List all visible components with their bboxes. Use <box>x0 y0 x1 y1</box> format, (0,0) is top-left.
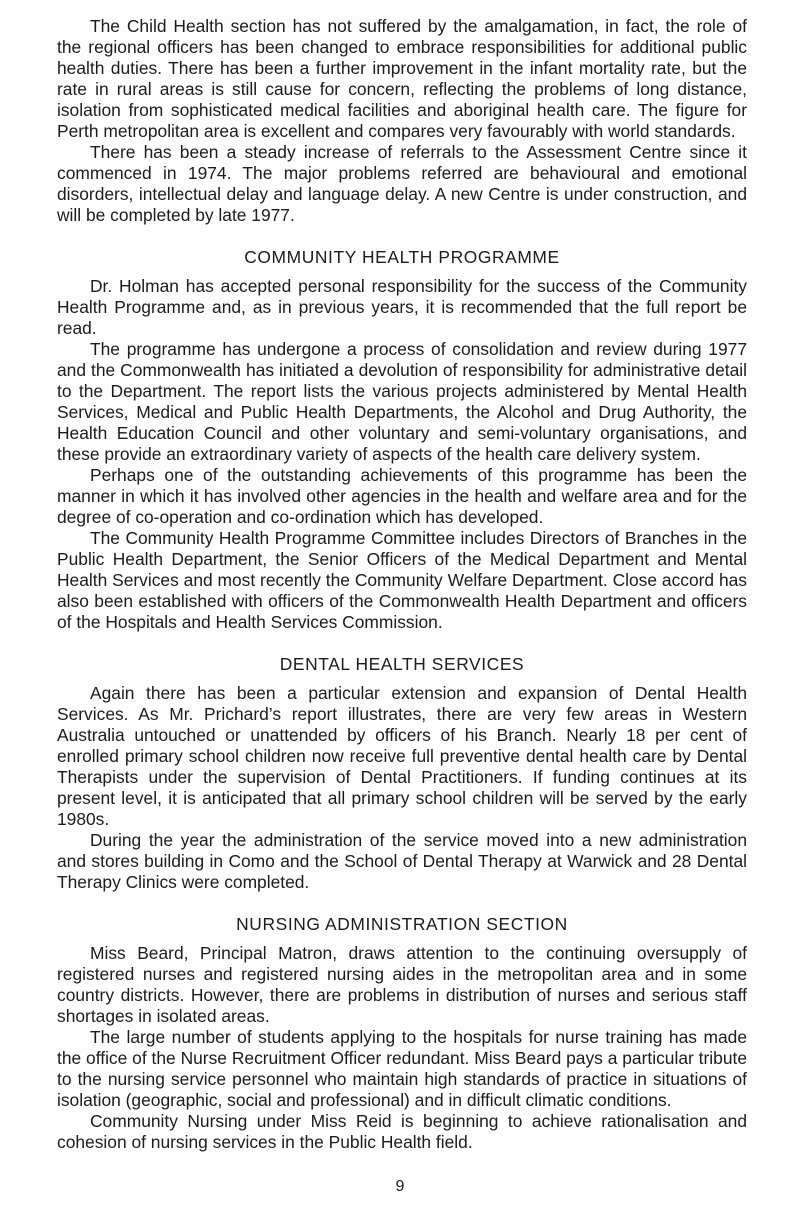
paragraph: The large number of students applying to the hospitals for nurse training has made the office of the Nurse Recruitment Officer redundant. Miss Beard pays a particular tribute to the nursing service personnel who maintain high standards of practice in situations of isolation (geographic, social and professional) and in difficult climatic conditions. <box>57 1027 747 1110</box>
community-health-section <box>57 247 747 633</box>
paragraph: The programme has undergone a process of consolidation and review during 1977 and the Commonwealth has initiated a devolution of responsibility for administrative detail to the Department. The report lists the various projects administered by Mental Health Services, Medical and Public Health Departments, the Alcohol and Drug Authority, the Health Education Council and other voluntary and semi-voluntary organisations, and these provide an extraordinary variety of aspects of the health care delivery system. <box>57 339 747 464</box>
paragraph: Community Nursing under Miss Reid is beginning to achieve rationalisation and cohesion of nursing services in the Public Health field. <box>57 1111 747 1152</box>
dental-health-section <box>57 654 747 893</box>
section-heading: NURSING ADMINISTRATION SECTION <box>236 914 568 934</box>
paragraph: Dr. Holman has accepted personal responsibility for the success of the Community Health Programme and, as in previous years, it is recommended that the full report be read. <box>57 276 747 338</box>
paragraph: During the year the administration of the service moved into a new administration and stores building in Como and the School of Dental Therapy at Warwick and 28 Dental Therapy Clinics were completed. <box>57 830 747 892</box>
paragraph: Again there has been a particular extension and expansion of Dental Health Services. As Mr. Prichard’s report illustrates, there are very few areas in Western Australia untouched or unattended by officers of his Branch. Nearly 18 per cent of enrolled primary school children now receive full preventive dental health care by Dental Therapists under the supervision of Dental Practitioners. If funding continues at its present level, it is anticipated that all primary school children will be served by the early 1980s. <box>57 683 747 829</box>
paragraph: Perhaps one of the outstanding achievements of this programme has been the manner in which it has involved other agencies in the health and welfare area and for the degree of co-operation and co-ordination which has developed. <box>57 465 747 527</box>
section-heading: COMMUNITY HEALTH PROGRAMME <box>244 247 560 267</box>
intro-section <box>57 16 747 226</box>
nursing-administration-section <box>57 914 747 1153</box>
paragraph: The Child Health section has not suffered by the amalgamation, in fact, the role of the regional officers has been changed to embrace responsibilities for additional public health duties. There has been a further improvement in the infant mortality rate, but the rate in rural areas is still cause for concern, reflecting the problems of long distance, isolation from sophisticated medical facilities and aboriginal health care. The figure for Perth metropolitan area is excellent and compares very favourably with world standards. <box>57 16 747 141</box>
section-heading: DENTAL HEALTH SERVICES <box>279 654 525 674</box>
page-number: 9 <box>395 1178 405 1195</box>
page-body <box>57 16 747 1153</box>
paragraph: There has been a steady increase of referrals to the Assessment Centre since it commenced in 1974. The major problems referred are behavioural and emotional disorders, intellectual delay and language delay. A new Centre is under construction, and will be completed by late 1977. <box>57 142 747 225</box>
paragraph: Miss Beard, Principal Matron, draws attention to the continuing oversupply of registered nurses and registered nursing aides in the metropolitan area and in some country districts. However, there are problems in distribution of nurses and serious staff shortages in isolated areas. <box>57 943 747 1026</box>
paragraph: The Community Health Programme Committee includes Directors of Branches in the Public Health Department, the Senior Officers of the Medical Department and Mental Health Services and most recently the Community Welfare Department. Close accord has also been established with officers of the Commonwealth Health Department and officers of the Hospitals and Health Services Commission. <box>57 528 747 632</box>
